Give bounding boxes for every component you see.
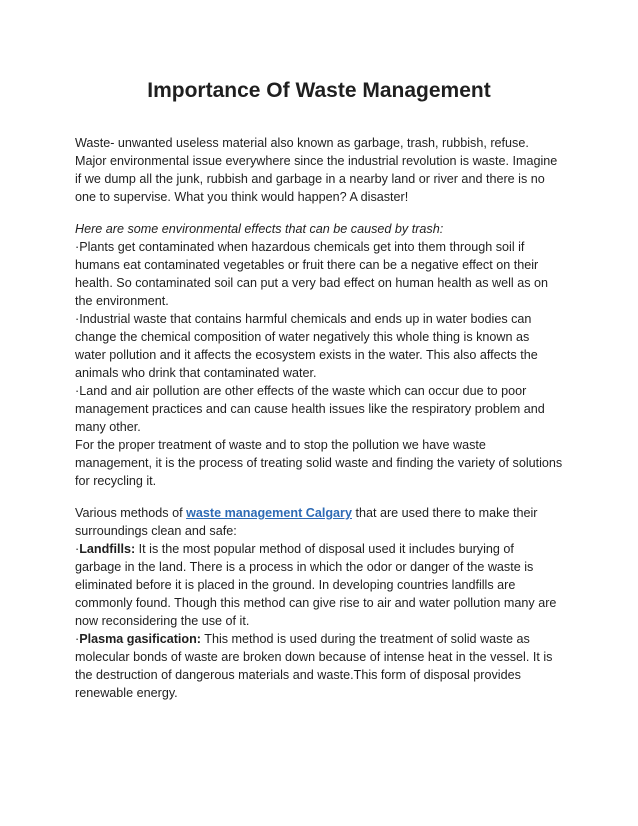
methods-intro-text: that are used there to make their surroundings clean and safe: bbox=[75, 506, 538, 538]
effects-heading: Here are some environmental effects that can be caused by trash: bbox=[75, 222, 444, 236]
waste-management-link[interactable]: waste management Calgary bbox=[186, 506, 352, 520]
method-name: Landfills: bbox=[79, 542, 136, 556]
paragraph-gap bbox=[75, 206, 563, 220]
effect-item: ·Industrial waste that contains harmful chemicals and ends up in water bodies can change the chemical composition of water negatively this whole thing is known as water pollution and it affects the ecosystem exists in the water. This also affects the animals who drink that contaminated water. bbox=[75, 312, 538, 380]
method-item bbox=[75, 540, 563, 630]
methods-intro bbox=[75, 504, 563, 540]
effect-item: ·Plants get contaminated when hazardous chemicals get into them through soil if humans eat contaminated vegetables or fruit there can be a negative effect on their health. So contaminated soil can put a very bad effect on human health as well as on the environment. bbox=[75, 240, 549, 308]
paragraph-gap bbox=[75, 490, 563, 504]
effect-item: ·Land and air pollution are other effects of the waste which can occur due to poor management practices and can cause health issues like the respiratory problem and many other. bbox=[75, 384, 545, 434]
document-body bbox=[75, 134, 563, 702]
method-text: This method is used during the treatment of solid waste as molecular bonds of waste are broken down because of intense heat in the vessel. It is the destruction of dangerous materials and waste.This form of disposal provides renewable energy. bbox=[75, 632, 553, 700]
bullet: · bbox=[75, 542, 80, 556]
method-text: It is the most popular method of disposal used it includes burying of garbage in the land. There is a process in which the odor or danger of the waste is eliminated before it is placed in the ground. In developing countries landfills are commonly found. Though this method can give rise to air and water pollution many are now reconsidering the use of it. bbox=[75, 542, 557, 628]
page-title: Importance Of Waste Management bbox=[147, 79, 491, 102]
bullet: · bbox=[75, 632, 80, 646]
method-item bbox=[75, 630, 563, 702]
intro-paragraph: Waste- unwanted useless material also known as garbage, trash, rubbish, refuse. Major environmental issue everywhere since the industrial revolution is waste. Imagine if we dump all the junk, rubbish and garbage in a nearby land or river and there is no one to supervise. What you think would happen? A disaster! bbox=[75, 136, 558, 204]
method-name: Plasma gasification: bbox=[79, 632, 201, 646]
methods-intro-text: Various methods of bbox=[75, 506, 187, 520]
treatment-paragraph: For the proper treatment of waste and to stop the pollution we have waste management, it is the process of treating solid waste and finding the variety of solutions for recycling it. bbox=[75, 438, 563, 488]
